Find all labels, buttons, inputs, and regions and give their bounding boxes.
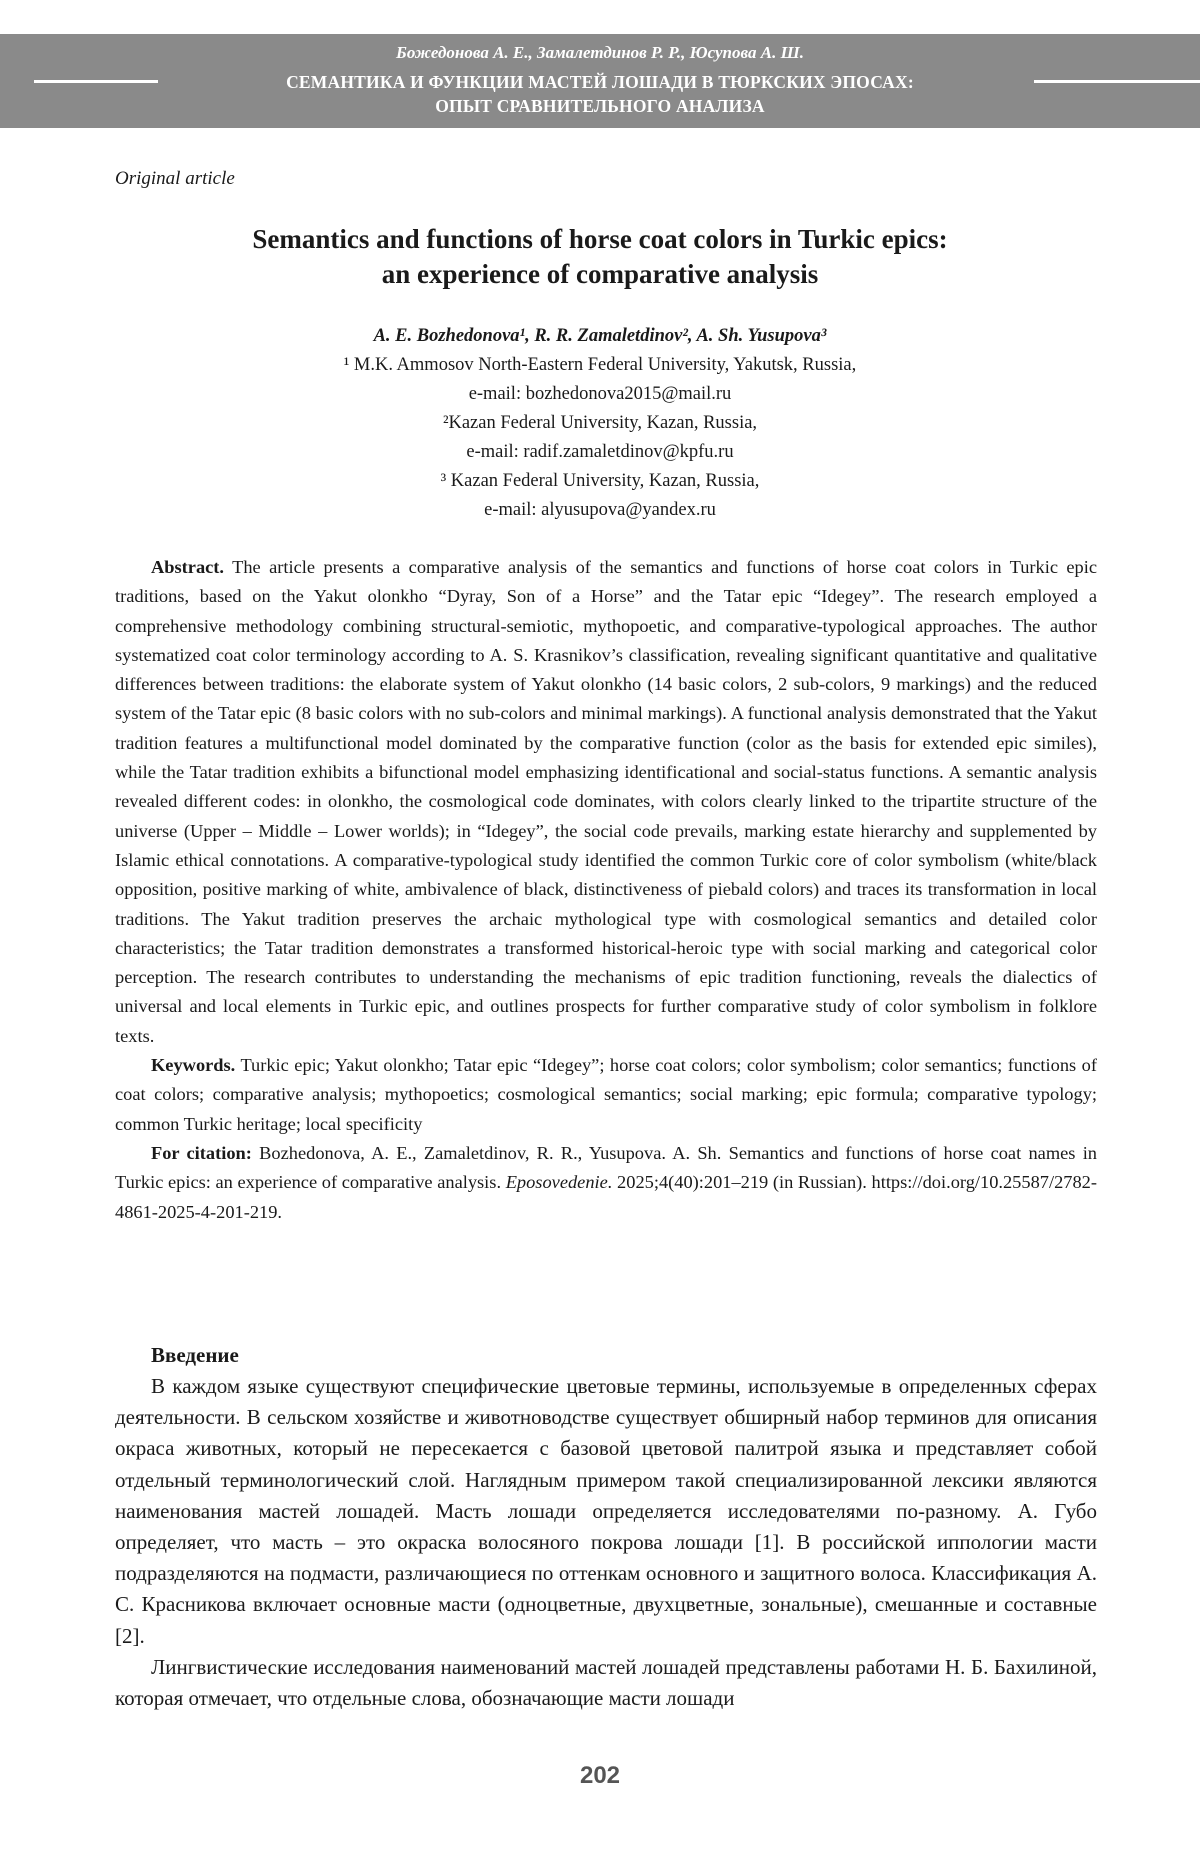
header-rule-right <box>1034 80 1200 83</box>
authors-block <box>100 322 1100 525</box>
running-header-title <box>160 70 1040 118</box>
page-number: 202 <box>579 1762 621 1789</box>
running-header-title-line1: СЕМАНТИКА И ФУНКЦИИ МАСТЕЙ ЛОШАДИ В ТЮРКСКИХ ЭПОСАХ: <box>286 72 914 92</box>
abstract-label: Abstract. <box>151 557 225 577</box>
header-rule-left <box>34 80 158 83</box>
running-header <box>0 34 1200 128</box>
citation-doi: 2025;4(40):201–219 (in Russian). https://doi.org/10.25587/2782-4861-2025-4-201-219. <box>115 1172 1097 1222</box>
article-title <box>100 222 1100 292</box>
article-type: Original article <box>115 168 235 189</box>
article-title-line1: Semantics and functions of horse coat colors in Turkic epics: <box>252 224 948 254</box>
citation-label: For citation: <box>151 1142 252 1163</box>
keywords-text: Turkic epic; Yakut olonkho; Tatar epic “Idegey”; horse coat colors; color symbolism; color semantics; functions of coat colors; comparative analysis; mythopoetics; cosmological semantics; social marking; epic formula; comparative typology; common Turkic heritage; local specificity <box>115 1055 1097 1134</box>
affiliation-1: ¹ M.K. Ammosov North-Eastern Federal University, Yakutsk, Russia, <box>343 355 857 375</box>
abstract-section <box>115 553 1097 1227</box>
affiliation-2: ²Kazan Federal University, Kazan, Russia, <box>442 413 758 433</box>
abstract-paragraph <box>115 553 1097 1051</box>
running-header-authors: Божедонова А. Е., Замалетдинов Р. Р., Юсупова А. Ш. <box>396 43 804 62</box>
email-3: e-mail: alyusupova@yandex.ru <box>484 500 716 520</box>
introduction-section <box>115 1340 1097 1714</box>
intro-heading: Введение <box>151 1343 239 1367</box>
author-names: A. E. Bozhedonova¹, R. R. Zamaletdinov², A. Sh. Yusupova³ <box>373 326 827 346</box>
keywords-paragraph <box>115 1051 1097 1139</box>
keywords-label: Keywords. <box>151 1055 236 1076</box>
abstract-text: The article presents a comparative analysis of the semantics and functions of horse coat colors in Turkic epic traditions, based on the Yakut olonkho “Dyray, Son of a Horse” and the Tatar epic “Idegey”. The research employed a comprehensive methodology combining structural-semiotic, mythopoetic, and comparative-typological approaches. The author systematized coat color terminology according to A. S. Krasnikov’s classification, revealing significant quantitative and qualitative differences between traditions: the elaborate system of Yakut olonkho (14 basic colors, 2 sub-colors, 9 markings) and the reduced system of the Tatar epic (8 basic colors with no sub-colors and minimal markings). A functional analysis demonstrated that the Yakut tradition features a multifunctional model dominated by the comparative function (color as the basis for extended epic similes), while the Tatar tradition exhibits a bifunctional model emphasizing identificational and social-status functions. A semantic analysis revealed different codes: in olonkho, the cosmological code dominates, with colors clearly linked to the tripartite structure of the universe (Upper – Middle – Lower worlds); in “Idegey”, the social code prevails, marking estate hierarchy and supplemented by Islamic ethical connotations. A comparative-typological study identified the common Turkic core of color symbolism (white/black opposition, positive marking of white, ambivalence of black, distinctiveness of piebald colors) and traces its transformation in local traditions. The Yakut tradition preserves the archaic mythological type with cosmological semantics and detailed color characteristics; the Tatar tradition demonstrates a transformed historical-heroic type with social marking and categorical color perception. The research contributes to understanding the mechanisms of epic tradition functioning, reveals the dialectics of universal and local elements in Turkic epic, and outlines prospects for further comparative study of color symbolism in folklore texts. <box>115 557 1098 1046</box>
email-1: e-mail: bozhedonova2015@mail.ru <box>468 384 732 404</box>
running-header-title-line2: ОПЫТ СРАВНИТЕЛЬНОГО АНАЛИЗА <box>435 96 765 116</box>
citation-paragraph <box>115 1139 1097 1227</box>
article-title-line2: an experience of comparative analysis <box>381 259 819 289</box>
intro-paragraph-1: В каждом языке существуют специфические цветовые термины, используемые в определенных сферах деятельности. В сельском хозяйстве и животноводстве существует обширный набор терминов для описания окраса животных, который не пересекается с базовой цветовой палитрой языка и представляет собой отдельный терминологический слой. Наглядным примером такой специализированной лексики являются наименования мастей лошадей. Масть лошади определяется исследователями по-разному. А. Губо определяет, что масть – это окраска волосяного покрова лошади [1]. В российской иппологии масти подразделяются на подмасти, различающиеся по оттенкам основного и защитного волоса. Классификация А. С. Красникова включает основные масти (одноцветные, двухцветные, зональные), смешанные и составные [2]. <box>115 1374 1097 1648</box>
intro-paragraph-2: Лингвистические исследования наименований мастей лошадей представлены работами Н. Б. Бахилиной, которая отмечает, что отдельные слова, обозначающие масти лошади <box>115 1654 1097 1711</box>
affiliation-3: ³ Kazan Federal University, Kazan, Russia, <box>440 471 760 491</box>
citation-journal: Eposovedenie. <box>505 1172 613 1193</box>
citation-text: Bozhedonova, A. E., Zamaletdinov, R. R., Yusupova. A. Sh. Semantics and functions of horse coat names in Turkic epics: an experience of comparative analysis. <box>115 1142 1097 1193</box>
email-2: e-mail: radif.zamaletdinov@kpfu.ru <box>466 442 734 462</box>
